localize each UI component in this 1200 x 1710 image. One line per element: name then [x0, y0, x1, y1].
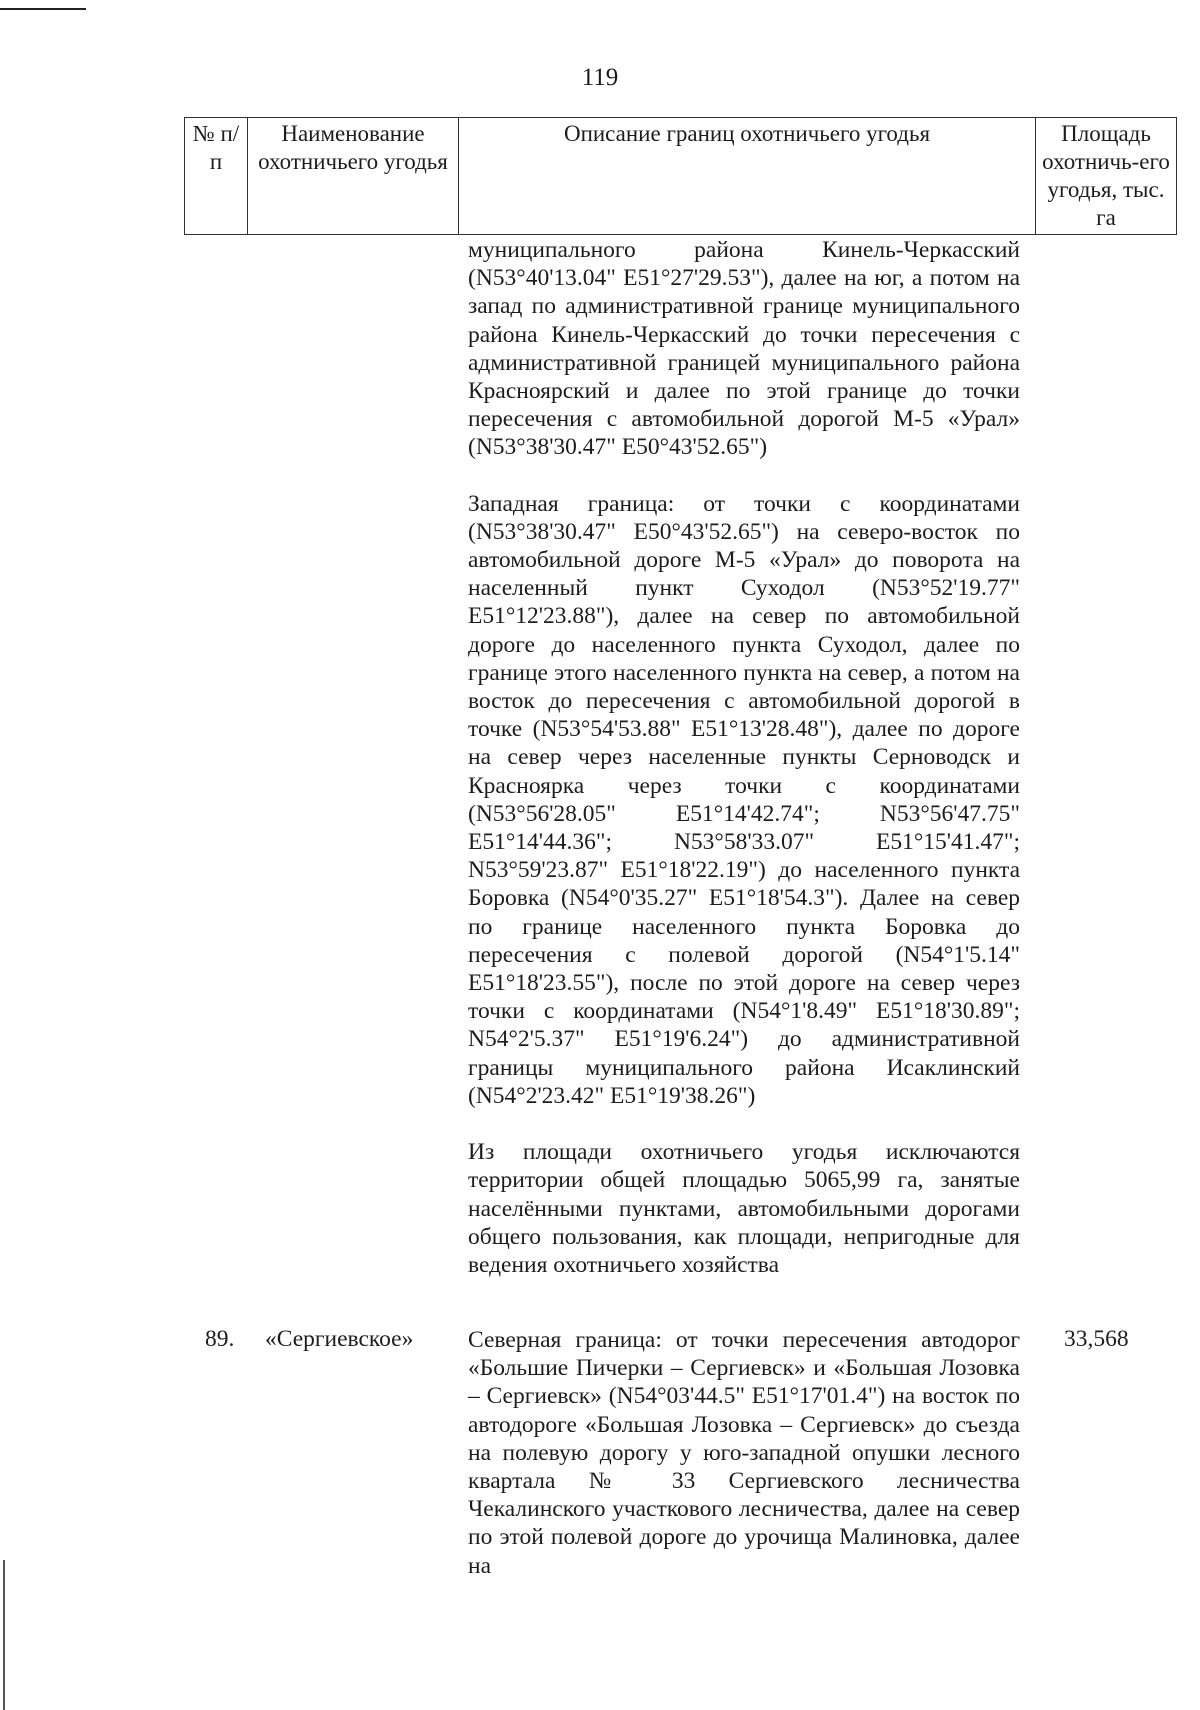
east-border-end: муниципального района Кинель-Черкасский (N53°40'13.04" E51°27'29.53"), далее на юг, а потом на запад по административной границе муниципального района Кинель-Черкасский до точки пересечения с административной границей муниципального района Красноярский и далее по этой границе до точки пересечения с автомобильной дорогой М-5 «Урал» (N53°38'30.47" E50°43'52.65")	[468, 237, 1020, 461]
row-description	[468, 1326, 1020, 1580]
ground-name: «Сергиевское»	[265, 1326, 414, 1352]
table-header	[184, 117, 1177, 235]
header-number: № п/п	[185, 118, 248, 235]
excluded-area-note: Из площади охотничьего угодья исключаются территории общей площадью 5065,99 га, занятые населёнными пунктами, автомобильными дорогами общего пользования, как площади, непригодные для ведения охотничьего хозяйства	[468, 1139, 1020, 1278]
row-number: 89.	[205, 1326, 235, 1352]
west-border: Западная граница: от точки с координатами (N53°38'30.47" E50°43'52.65") на северо-восток по автомобильной дороге М-5 «Урал» до поворота на населенный пункт Суходол (N53°52'19.77" E51°12'23.88"), далее на север по автомобильной дороге до населенного пункта Суходол, далее по границе этого населенного пункта на север, а потом на восток до пересечения с автомобильной дорогой в точке (N53°54'53.88" E51°13'28.48"), далее по дороге на север через населенные пункты Серноводск и Красноярка через точки с координатами (N53°56'28.05" E51°14'42.74"; N53°56'47.75" E51°14'44.36"; N53°58'33.07" E51°15'41.47"; N53°59'23.87" E51°18'22.19") до населенного пункта Боровка (N54°0'35.27" E51°18'54.3"). Далее на север по границе населенного пункта Боровка до пересечения с полевой дорогой (N54°1'5.14" E51°18'23.55"), после по этой дороге на север через точки с координатами (N54°1'8.49" E51°18'30.89"; N54°2'5.37" E51°19'6.24") до административной границы муниципального района Исаклинский (N54°2'23.42" E51°19'38.26")	[468, 490, 1020, 1109]
ground-area: 33,568	[1064, 1326, 1129, 1352]
header-description: Описание границ охотничьего угодья	[459, 118, 1036, 235]
continuation-description	[468, 236, 1020, 1279]
page-number: 119	[581, 64, 619, 91]
header-name: Наименование охотничьего угодья	[248, 118, 459, 235]
left-edge-rule	[3, 1560, 5, 1710]
north-border: Северная граница: от точки пересечения автодорог «Большие Пичерки – Сергиевск» и «Большая Лозовка – Сергиевск» (N54°03'44.5" E51°17'01.4") на восток по автодороге «Большая Лозовка – Сергиевск» до съезда на полевую дорогу у юго-западной опушки лесного квартала № 33 Сергиевского лесничества Чекалинского участкового лесничества, далее на север по этой полевой дороге до урочища Малиновка, далее на	[468, 1327, 1020, 1579]
header-area: Площадь охотничь-его угодья, тыс. га	[1036, 118, 1177, 235]
top-edge-rule	[0, 8, 86, 10]
